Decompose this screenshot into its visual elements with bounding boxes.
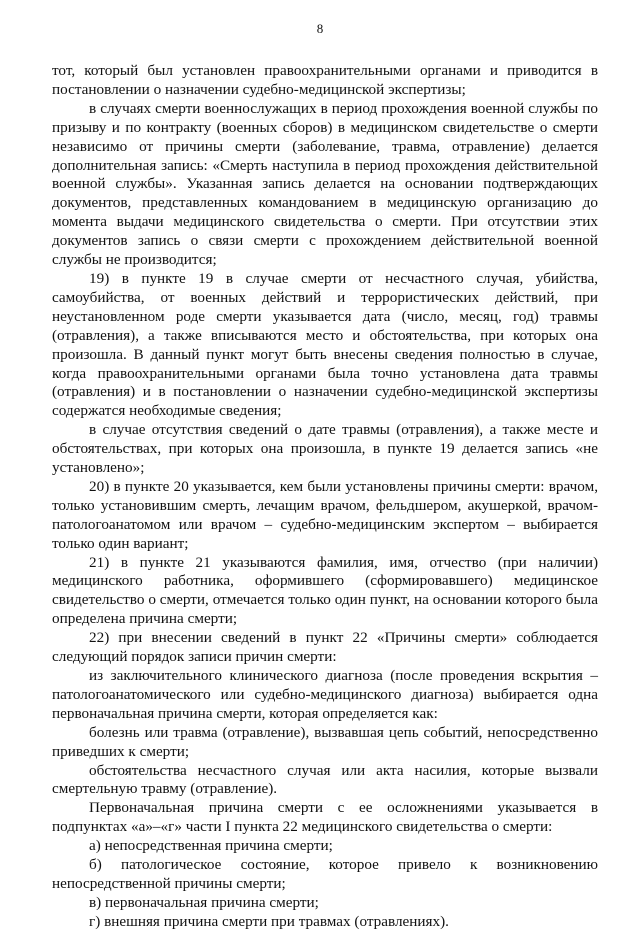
page-number: 8 xyxy=(316,21,324,36)
paragraph: из заключительного клинического диагноза (после проведения вскрытия – патологоанатомического или судебно-медицинского диагноза) выбирается одна первоначальная причина смерти, которая определяется как: xyxy=(52,667,598,722)
paragraph: 22) при внесении сведений в пункт 22 «Причины смерти» соблюдается следующий порядок записи причин смерти: xyxy=(52,629,598,666)
paragraph: 21) в пункте 21 указываются фамилия, имя, отчество (при наличии) медицинского работника, оформившего (сформировавшего) медицинское свидетельство о смерти, отмечается только один пункт, на основании которого была определена причина смерти; xyxy=(52,553,598,628)
paragraph: в случаях смерти военнослужащих в период прохождения военной службы по призыву и по контракту (военных сборов) в медицинском свидетельстве о смерти независимо от причины смерти (заболевание, травма, отравление) делается дополнительная запись: «Смерть наступила в период прохождения действительной военной службы». Указанная запись делается на основании подтверждающих документов, представленных командованием в медицинскую организацию до момента выдачи медицинского свидетельства о смерти. При отсутствии этих документов запись о связи смерти с прохождением действительной военной службы не производится; xyxy=(52,99,598,269)
paragraph: в случае отсутствия сведений о дате травмы (отравления), а также месте и обстоятельствах, при которых она произошла, в пункте 19 делается запись «не установлено»; xyxy=(52,421,598,477)
paragraph: болезнь или травма (отравление), вызвавшая цепь событий, непосредственно приведших к смерти; xyxy=(52,723,598,760)
paragraph: тот, который был установлен правоохранительными органами и приводится в постановлении о назначении судебно-медицинской экспертизы; xyxy=(52,62,598,98)
list-item: а) непосредственная причина смерти; xyxy=(89,837,333,855)
paragraph: 20) в пункте 20 указывается, кем были установлены причины смерти: врачом, только установившим смерть, лечащим врачом, фельдшером, акушеркой, врачом-патологоанатомом или врачом – судебно-медицинским экспертом – выбирается только один вариант; xyxy=(52,477,598,552)
list-item: б) патологическое состояние, которое привело к возникновению непосредственной причины смерти; xyxy=(52,856,598,892)
paragraph: Первоначальная причина смерти с ее осложнениями указывается в подпунктах «а»–«г» части I пункта 22 медицинского свидетельства о смерти: xyxy=(52,799,598,836)
paragraph: 19) в пункте 19 в случае смерти от несчастного случая, убийства, самоубийства, от военных действий и террористических действий, при неустановленном роде смерти указывается дата (число, месяц, год) травмы (отравления), а также вписываются место и обстоятельства, при которых она произошла. В данный пункт могут быть внесены сведения полностью в случае, когда правоохранительными органами была точно установлена дата травмы (отравления) и в постановлении о назначении судебно-медицинской экспертизы содержатся необходимые сведения; xyxy=(52,269,598,420)
list-item: г) внешняя причина смерти при травмах (отравлениях). xyxy=(89,912,449,930)
paragraph: обстоятельства несчастного случая или акта насилия, которые вызвали смертельную травму (отравление). xyxy=(52,761,598,798)
list-item: в) первоначальная причина смерти; xyxy=(89,893,319,911)
